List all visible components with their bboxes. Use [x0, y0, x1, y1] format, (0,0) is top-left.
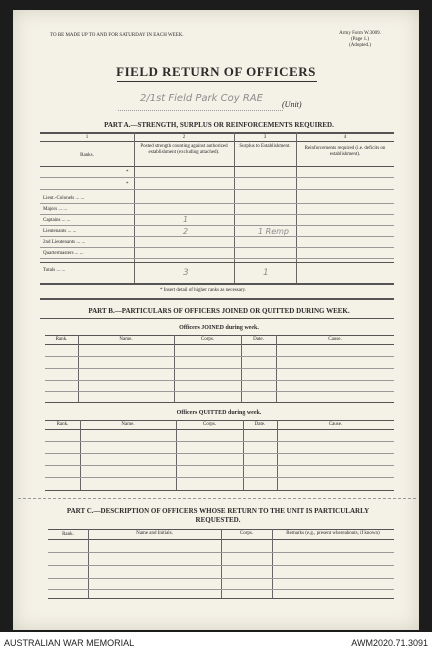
army-form-adopted: (Adopted.) [349, 43, 371, 48]
rank-row-star-1: * [126, 170, 129, 175]
col-number-4: 4 [343, 135, 347, 140]
rank-lieutenants: Lieutenants ... ... [43, 229, 77, 234]
lieutenants-posted-value: 2 [183, 227, 189, 236]
footer-accession: AWM2020.71.3091 [351, 638, 428, 648]
joined-subheading: Officers JOINED during week. [179, 325, 259, 331]
header-reinforcements: Reinforcements required (i.e. deficits on establishment). [304, 146, 386, 157]
part-a-heading: PART A.—STRENGTH, SURPLUS OR REINFORCEMENTS REQUIRED. [104, 121, 334, 129]
quitted-col-corps: Corps. [202, 422, 217, 427]
col-number-3: 3 [263, 135, 267, 140]
army-form-ref [330, 31, 390, 49]
joined-col-cause: Cause. [328, 337, 342, 342]
totals-posted-value: 3 [183, 268, 189, 278]
army-form-number: Army Form W.3009. [339, 31, 381, 36]
totals-surplus-value: 1 [263, 268, 269, 278]
rank-row-star-2: * [126, 182, 129, 187]
rank-quartermasters: Quartermasters ... ... [43, 251, 84, 256]
lieutenants-surplus-value: 1 Remp [258, 227, 289, 236]
footer-institution: AUSTRALIAN WAR MEMORIAL [4, 638, 135, 648]
part-c-col-corps: Corps. [239, 531, 254, 536]
footnote: * Insert detail of higher ranks as necessary. [160, 288, 247, 293]
quitted-subheading: Officers QUITTED during week. [176, 410, 262, 416]
header-surplus: Surplus to Establishment. [239, 144, 291, 149]
part-b-heading: PART B.—PARTICULARS OF OFFICERS JOINED OR QUITTED DURING WEEK. [88, 307, 350, 315]
page-title: FIELD RETURN OF OFFICERS [116, 64, 316, 79]
quitted-col-name: Name. [121, 422, 135, 427]
rank-totals: Totals ... ... [43, 268, 66, 273]
joined-col-rank: Rank. [55, 337, 68, 342]
joined-col-name: Name. [119, 337, 133, 342]
header-instruction: TO BE MADE UP TO AND FOR SATURDAY IN EACH WEEK. [50, 33, 184, 38]
rank-captains: Captains ... ... [43, 218, 71, 223]
unit-label: (Unit) [282, 100, 302, 109]
part-c-col-remarks: Remarks (e.g., present whereabouts, if known) [286, 531, 380, 536]
captains-posted-value: 1 [183, 215, 189, 224]
part-c-col-name: Name and Initials. [136, 531, 173, 536]
unit-handwritten: 2/1st Field Park Coy RAE [140, 93, 263, 104]
header-posted-strength: Posted strength counting against authorized establishment (excluding attached). [140, 144, 228, 155]
army-form-page: (Page 1.) [350, 37, 370, 42]
rank-lieut-colonels: Lieut.-Colonels ... ... [43, 196, 85, 201]
part-c-heading: PART C.—DESCRIPTION OF OFFICERS WHOSE RETURN TO THE UNIT IS PARTICULARLY REQUESTED. [66, 507, 370, 524]
part-c-col-rank: Rank. [62, 532, 74, 537]
joined-col-corps: Corps. [200, 337, 215, 342]
quitted-col-cause: Cause. [328, 422, 343, 427]
col-number-1: 1 [85, 135, 89, 140]
quitted-col-rank: Rank. [56, 422, 69, 427]
header-ranks: Ranks. [80, 153, 94, 158]
rank-majors: Majors ... ... [43, 207, 68, 212]
col-number-2: 2 [182, 135, 186, 140]
quitted-col-date: Date. [254, 422, 266, 427]
joined-col-date: Date. [253, 337, 264, 342]
rank-2nd-lieutenants: 2nd Lieutenants ... ... [43, 240, 86, 245]
